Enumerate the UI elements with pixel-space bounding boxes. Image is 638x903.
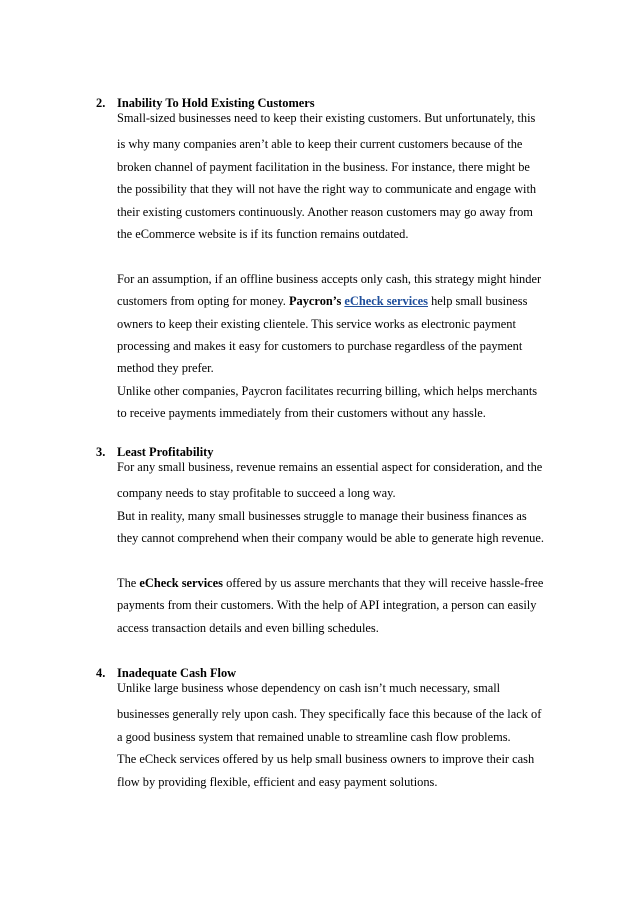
brand-name: Paycron’s [288, 294, 342, 309]
echeck-services-link[interactable]: eCheck services [344, 294, 428, 309]
paragraph-line: Small-sized businesses need to keep their existing customers. But unfortunately, this [117, 111, 536, 125]
section-title: Inadequate Cash Flow [117, 666, 237, 680]
section-least-profitability [96, 445, 576, 639]
paragraph-line: a good business system that remained unable to streamline cash flow problems. [117, 729, 511, 744]
section-heading [96, 445, 576, 460]
paragraph-line: Unlike large business whose dependency on cash isn’t much necessary, small [117, 681, 501, 695]
section-heading [96, 96, 576, 111]
section-inadequate-cash-flow [96, 666, 576, 793]
paragraph-line: their existing customers continuously. Another reason customers may go away from [117, 204, 533, 219]
section-inability-to-hold-customers [96, 96, 576, 424]
paragraph-line: For any small business, revenue remains an essential aspect for consideration, and the [117, 460, 543, 474]
paragraph-line: to receive payments immediately from their customers without any hassle. [117, 406, 486, 421]
section-title: Least Profitability [117, 445, 214, 459]
paragraph-line: they cannot comprehend when their company would be able to generate high revenue. [117, 531, 544, 546]
paragraph-line: Unlike other companies, Paycron facilitates recurring billing, which helps merchants [117, 383, 538, 398]
text-run: The [117, 575, 140, 590]
paragraph-line: is why many companies aren’t able to keep their current customers because of the [117, 137, 523, 152]
paragraph-line: access transaction details and even billing schedules. [117, 620, 379, 635]
paragraph-line: the eCommerce website is if its function remains outdated. [117, 226, 409, 241]
section-body [117, 111, 576, 424]
paragraph-spacer [117, 245, 576, 267]
section-body [117, 681, 576, 793]
section-number: 4. [96, 666, 106, 680]
text-run: offered by us assure merchants that they will receive hassle-free [222, 575, 544, 590]
paragraph-line-with-link [117, 290, 576, 312]
paragraph-line: company needs to stay profitable to succeed a long way. [117, 486, 396, 501]
text-run: customers from opting for money. [117, 294, 289, 309]
paragraph-line: method they prefer. [117, 361, 214, 376]
section-number: 2. [96, 96, 106, 110]
paragraph-spacer [117, 550, 576, 572]
paragraph-line: The eCheck services offered by us help small business owners to improve their cash [117, 752, 535, 767]
paragraph-line: owners to keep their existing clientele. This service works as electronic payment [117, 316, 516, 331]
text-run: help small business [427, 294, 528, 309]
section-body [117, 460, 576, 639]
emphasis-text: eCheck services [139, 575, 223, 590]
paragraph-line: broken channel of payment facilitation in the business. For instance, there might be [117, 159, 530, 174]
paragraph-line: flow by providing flexible, efficient and easy payment solutions. [117, 774, 438, 789]
paragraph-line: But in reality, many small businesses struggle to manage their business finances as [117, 508, 527, 523]
paragraph-line: processing and makes it easy for customers to purchase regardless of the payment [117, 338, 523, 353]
paragraph-line: the possibility that they will not have the right way to communicate and engage with [117, 182, 537, 197]
section-number: 3. [96, 445, 106, 459]
paragraph-line: For an assumption, if an offline business accepts only cash, this strategy might hinder [117, 271, 542, 286]
paragraph-line: businesses generally rely upon cash. They specifically face this because of the lack of [117, 707, 542, 722]
paragraph-line: payments from their customers. With the help of API integration, a person can easily [117, 598, 537, 613]
section-heading [96, 666, 576, 681]
paragraph-line [117, 572, 576, 594]
section-title: Inability To Hold Existing Customers [117, 96, 315, 110]
